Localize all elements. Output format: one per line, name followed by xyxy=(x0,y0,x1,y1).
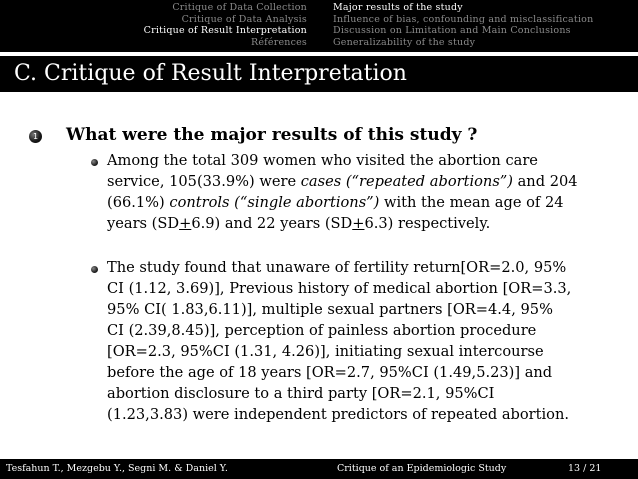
bullet-icon xyxy=(91,266,98,273)
controls-term: controls (“single abortions”) xyxy=(169,194,380,211)
text-line: Among the total 309 women who visited the abortion care xyxy=(107,152,538,169)
text-line: service, 105(33.9%) were cases (“repeated abortions”) and 204 xyxy=(107,173,578,190)
text-line: [OR=2.3, 95%CI (1.31, 4.26)], initiating sexual intercourse xyxy=(107,343,544,360)
footer-bar xyxy=(0,459,638,479)
footer-page-number: 13 / 21 xyxy=(568,463,602,474)
text-line: 95% CI( 1.83,6.11)], multiple sexual partners [OR=4.4, 95% xyxy=(107,301,553,318)
result-paragraph-participants xyxy=(107,150,597,234)
text-line: years (SD+6.9) and 22 years (SD+6.3) respectively. xyxy=(107,215,491,232)
frame-title-bar xyxy=(0,56,638,92)
enumeration-ball-icon: 1 xyxy=(29,130,42,143)
nav-subsection-limitation[interactable]: Discussion on Limitation and Main Conclusions xyxy=(333,25,571,36)
result-paragraph-predictors xyxy=(107,257,597,425)
slide-title: C. Critique of Result Interpretation xyxy=(14,61,407,86)
text-line: before the age of 18 years [OR=2.7, 95%CI (1.49,5.23)] and xyxy=(107,364,553,381)
bullet-icon xyxy=(91,159,98,166)
nav-section-data-analysis[interactable]: Critique of Data Analysis xyxy=(181,13,307,25)
nav-section-result-interpretation[interactable]: Critique of Result Interpretation xyxy=(143,25,307,36)
cases-term: cases (“repeated abortions”) xyxy=(300,173,513,190)
text-line: (1.23,3.83) were independent predictors of repeated abortion. xyxy=(107,406,569,423)
nav-section-references[interactable]: Références xyxy=(250,36,307,48)
question-heading: What were the major results of this study ? xyxy=(66,125,478,145)
nav-section-data-collection[interactable]: Critique of Data Collection xyxy=(172,2,307,13)
navigation-headline xyxy=(0,0,638,52)
text-line: (66.1%) controls (“single abortions”) with the mean age of 24 xyxy=(107,194,564,211)
subsection-nav xyxy=(333,2,638,48)
nav-subsection-generalizability[interactable]: Generalizability of the study xyxy=(333,36,476,48)
footer-presentation-title: Critique of an Epidemiologic Study xyxy=(337,463,507,474)
text-line: CI (1.12, 3.69)], Previous history of medical abortion [OR=3.3, xyxy=(107,280,572,297)
text-line: CI (2.39,8.45)], perception of painless abortion procedure xyxy=(107,322,537,339)
text-line: abortion disclosure to a third party [OR=2.1, 95%CI xyxy=(107,385,495,402)
section-nav xyxy=(0,2,307,48)
nav-subsection-major-results[interactable]: Major results of the study xyxy=(333,2,463,13)
footer-authors: Tesfahun T., Mezgebu Y., Segni M. & Daniel Y. xyxy=(6,463,228,474)
text-line: The study found that unaware of fertility return[OR=2.0, 95% xyxy=(107,259,567,276)
nav-subsection-bias[interactable]: Influence of bias, confounding and misclassification xyxy=(333,13,594,25)
